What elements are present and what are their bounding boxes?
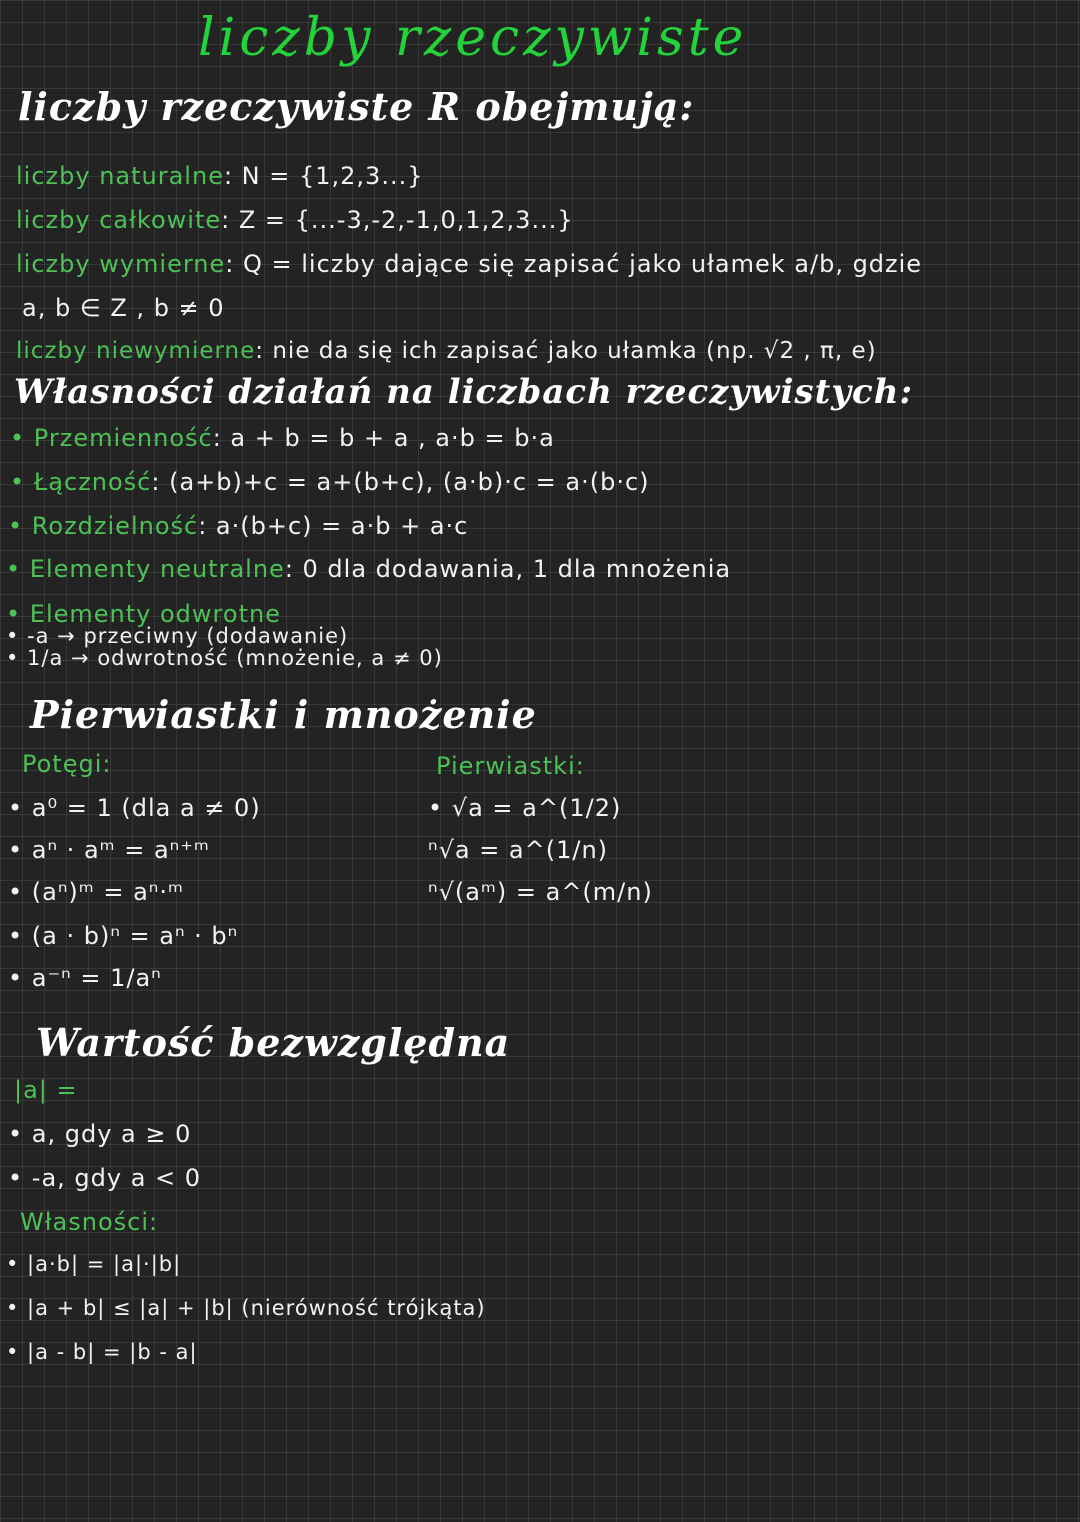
power-rule: • a⁰ = 1 (dla a ≠ 0) (8, 794, 261, 822)
def-label: liczby niewymierne (16, 338, 256, 364)
abs-case: • -a, gdy a < 0 (8, 1164, 202, 1192)
property-commutative (10, 424, 555, 452)
def-text: : Z = {...-3,-2,-1,0,1,2,3...} (221, 206, 574, 234)
root-rule: • √a = a^(1/2) (428, 794, 622, 822)
definition-rational (16, 250, 922, 278)
power-rule: • (aⁿ)ᵐ = aⁿ·ᵐ (8, 878, 184, 906)
def-label: liczby wymierne (16, 250, 226, 278)
abs-heading: Wartość bezwzględna (36, 1020, 511, 1065)
def-text: : Q = liczby dające się zapisać jako ułamek a/b, gdzie (225, 250, 923, 278)
root-rule: ⁿ√a = a^(1/n) (428, 836, 609, 864)
root-rule: ⁿ√(aᵐ) = a^(m/n) (428, 878, 653, 906)
property-associative (10, 468, 650, 496)
power-rule: • a⁻ⁿ = 1/aⁿ (8, 964, 162, 992)
abs-case: • a, gdy a ≥ 0 (8, 1120, 192, 1148)
prop-text: : a·(b+c) = a·b + a·c (198, 512, 469, 540)
inverse-item: • -a → przeciwny (dodawanie) (6, 624, 349, 648)
intro-heading: liczby rzeczywiste R obejmują: (18, 84, 695, 129)
power-rule: • (a · b)ⁿ = aⁿ · bⁿ (8, 922, 239, 950)
abs-property: • |a - b| = |b - a| (6, 1340, 198, 1364)
definition-integer (16, 206, 574, 234)
power-rule: • aⁿ · aᵐ = aⁿ⁺ᵐ (8, 836, 210, 864)
roots-label: Pierwiastki: (436, 752, 585, 780)
abs-property: • |a + b| ≤ |a| + |b| (nierówność trójkąta) (6, 1296, 486, 1320)
abs-props-label: Własności: (20, 1208, 159, 1236)
property-neutral (6, 555, 731, 583)
abs-label: |a| = (14, 1076, 78, 1104)
prop-label: • Elementy neutralne (6, 555, 285, 583)
prop-label: • Rozdzielność (8, 512, 199, 540)
prop-text: : a + b = b + a , a·b = b·a (212, 424, 555, 452)
properties-heading: Własności działań na liczbach rzeczywistych: (14, 372, 913, 412)
definition-irrational (16, 338, 877, 364)
prop-text: : (a+b)+c = a+(b+c), (a·b)·c = a·(b·c) (151, 468, 650, 496)
def-text: : nie da się ich zapisać jako ułamka (np. √2 , π, e) (255, 338, 877, 364)
inverse-item: • 1/a → odwrotność (mnożenie, a ≠ 0) (6, 646, 443, 670)
property-distributive (8, 512, 468, 540)
prop-label: • Elementy odwrotne (6, 600, 281, 628)
def-text: a, b ∈ Z , b ≠ 0 (22, 294, 225, 322)
powers-label: Potęgi: (22, 750, 112, 778)
powers-heading: Pierwiastki i mnożenie (30, 692, 537, 737)
prop-label: • Przemienność (10, 424, 213, 452)
def-text: : N = {1,2,3...} (223, 162, 424, 190)
def-label: liczby naturalne (16, 162, 224, 190)
prop-label: • Łączność (10, 468, 152, 496)
definition-rational-cont (22, 294, 225, 322)
definition-natural (16, 162, 423, 190)
prop-text: : 0 dla dodawania, 1 dla mnożenia (284, 555, 732, 583)
page-title: liczby rzeczywiste (198, 8, 748, 68)
abs-property: • |a·b| = |a|·|b| (6, 1252, 182, 1276)
def-label: liczby całkowite (16, 206, 222, 234)
